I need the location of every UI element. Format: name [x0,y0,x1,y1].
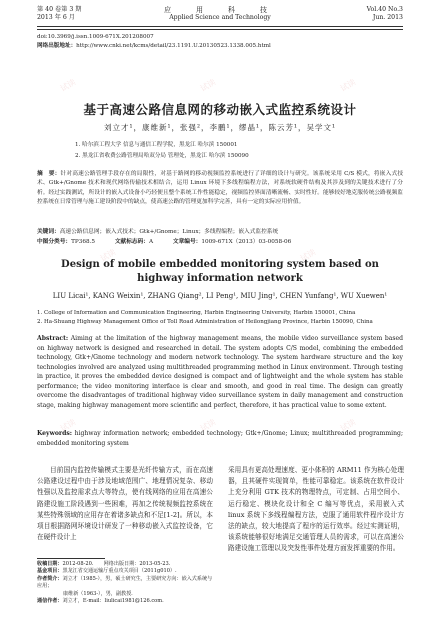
keywords-en-label: Keywords: [37,430,73,437]
keywords-en-text: highway information network; embedded technology; Gtk+/Gnome; Linux; multithreaded programming; embedded monitoring system [37,430,403,447]
affiliations-en [37,309,403,327]
footnote-funding: 基金项目：黑龙江省交通运输厅重点攻关项目（2011g010）. [37,568,177,575]
watermark-8: 试读 [338,417,358,434]
keywords-zh-text: 高速公路信息网；嵌入式技术；Gtk+/Gnome；Linux；多线程编程；嵌入式监控系统 [59,229,279,235]
header-volume-info: 第 40 卷第 3 期 2013 年 6 月 [37,6,82,21]
body-column-right: 采用具有更高处理速度、更小体积的 ARM11 作为核心处理器，且其硬件实现简单，性能可靠稳定。该系统在软件设计上充分利用 GTK 技术的物理特点，可定制、占用空间小、运行稳定、模块化设计和全 C 编写等优点，采用嵌入式 linux 系统下多线程编程方法，克服了通用软件程序设计方法的缺点，较大地提高了程序的运行效率。经过实测证明，该系统能够很好地满足交通管理人员的需求，可以在高速公路建设施工管理以及突发性事件处理方面发挥重要的作用。 [228,466,404,553]
document-code: 文献标志码：A [114,239,154,245]
title-zh: 基于高速公路信息网的移动嵌入式监控系统设计 [83,102,357,117]
affiliation-en-2: 2. Ha-Shuang Highway Management Office of Toll Road Administration of Heilongjiang Province, Harbin 150090, China [37,319,373,325]
clc-number: 中图分类号：TP368.5 [37,239,96,245]
affiliation-zh-1: 1. 哈尔滨工程大学 信息与通信工程学院，黑龙江 哈尔滨 150001 [75,142,238,148]
affiliation-zh-2: 2. 黑龙江省收费公路管理局哈双分局 管理处，黑龙江 哈尔滨 150090 [75,153,249,159]
watermark-2: 试读 [198,77,218,94]
footnote-author-bio-2: 康维新（1963-），男，副教授. [63,590,133,597]
publication-address-label: 网络出版地址： [37,43,77,49]
header-volume-en: Vol.40 No.3 Jun. 2013 [366,6,403,21]
affiliations-zh [75,140,249,162]
publication-address [37,42,271,50]
doi[interactable]: doi:10.3969/j.issn.1009-671X.201208007 [37,34,154,40]
running-header [37,6,403,28]
footnotes [37,561,213,605]
footnote-corresponding: 通信作者：刘立才，E-mail：liulicai1981@126.com. [37,598,164,605]
header-journal-name: 应 用 科 技 Applied Science and Technology [164,6,276,21]
keywords-zh [37,228,403,237]
watermark-5: 试读 [298,247,318,264]
classification-zh [37,238,403,247]
abstract-en-label: Abstract: [37,335,69,342]
watermark-6: 试读 [58,417,78,434]
authors-zh: 刘立才¹，康维新¹，张强²，李鹏¹，缪晶¹，陈云芳¹，吴学文¹ [103,123,337,132]
header-rule [37,26,403,27]
watermark-7: 试读 [198,417,218,434]
keywords-zh-label: 关键词： [37,229,60,235]
header-rule-thin [37,29,403,30]
publication-address-link[interactable]: http://www.cnki.net/kcms/detail/23.1191.U.20130523.1338.005.html [76,43,271,49]
watermark-1: 试读 [58,77,78,94]
affiliation-en-1: 1. College of Information and Communication Engineering, Harbin Engineering University, Harbin 150001, China [37,310,356,316]
footnote-author-bio: 作者简介：刘立才（1985-），男，硕士研究生，主要研究方向：嵌入式系统与应用； [37,575,213,590]
abstract-en-text: Aiming at the limitation of the highway management means, the mobile video surveillance system based on highway network is designed and researched in detail. The system adopts C/S model, combining the embedded technology, Gtk+/Gnome technology and modern network technology. The system hardware structure and the key technologies involved are analyzed using multithreaded programming method in Linux environment. Through testing in practice, it proves the embedded device designed is compact and of lightweight and the whole system has stable performance; the video monitoring interface is clear and smooth, and good in real time. The design can greatly overcome the disadvantages of traditional highway video surveillance system in daily management and construction stage, making highway management more scientific and perfect, therefore, it has practical value to some extent. [37,335,404,409]
abstract-zh-text: 针对高速公路管理手段存在的局限性，对基于路网的移动视频监控系统进行了详细的设计与研究。该系统采用 C/S 模式，将嵌入式技术、Gtk+/Gnome 技术和现代网络传输技术相结合，运用 Linux 环境下多线程编程方法，对系统软硬件结构及其涉及到的关键技术进行了分析。经过实践测试，所设计的嵌入式设备小巧轻便且整个系统工作性能稳定，视频监控界面清晰流畅、实时性好。能够较好地克服传统公路视频监控系统在日常管理与施工建设阶段中的缺点，使高速公路的管理更加科学完善，具有一定的实际应用价值。 [37,171,404,206]
abstract-zh-label: 摘 要： [37,171,61,177]
abstract-zh [37,170,403,208]
watermark-4: 试读 [98,247,118,264]
body-column-left: 目前国内监控传输模式主要是光纤传输方式，而在高速公路建设过程中由于涉及地域范围广、地理情况复杂、移动性强以及监控需求点大等特点，使有线网络的应用在高速公路建设施工阶段遇到一些困难，再加之传统视频监控系统在某些特殊领域的应用存在着诸多缺点和不足[1-2]。所以，本项目根据路网环境设计研发了一种移动嵌入式监控设备，它在硬件设计上 [37,466,213,542]
article-number: 文章编号：1009-671X（2013）03-0058-06 [172,239,292,245]
footnote-rule [37,558,105,559]
authors-en: LIU Licai¹, KANG Weixin¹, ZHANG Qiang², LI Peng¹, MIU Jing¹, CHEN Yunfang¹, WU Xuewen¹ [52,292,388,300]
abstract-en [37,334,403,410]
title-en: Design of mobile embedded monitoring system based on highway information network [61,259,379,284]
footnote-received: 收稿日期：2012-08-20. 网络出版日期：2013-05-23. [37,561,171,567]
watermark-3: 试读 [338,77,358,94]
keywords-en [37,429,403,448]
